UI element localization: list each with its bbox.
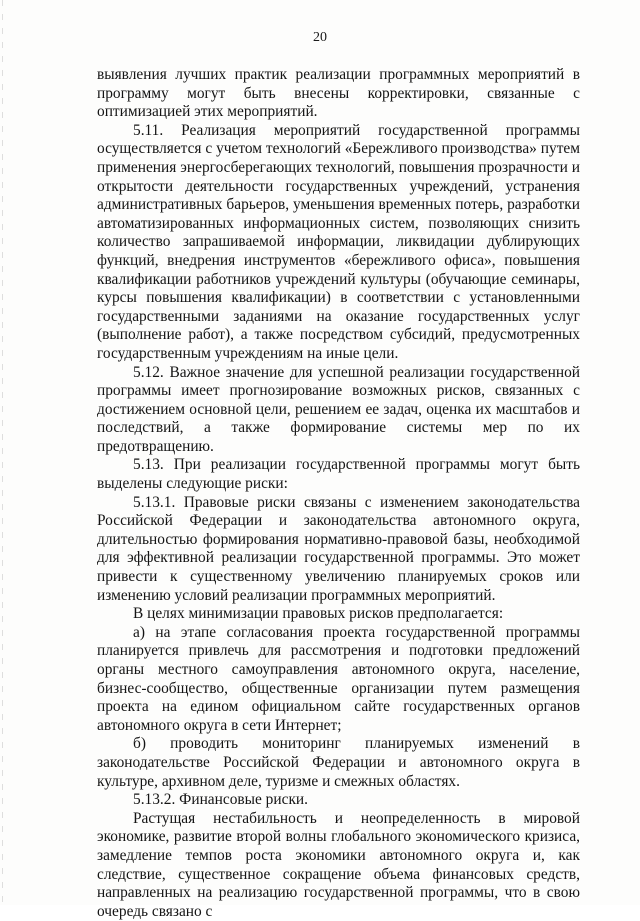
paragraph-5-13-2: 5.13.2. Финансовые риски. (133, 791, 309, 809)
paragraph-minimization: В целях минимизации правовых рисков предполагается: (133, 605, 504, 623)
paragraph-5-13: 5.13. При реализации государственной программы могут быть выделены следующие риски: (97, 456, 580, 493)
paragraph-5-12: 5.12. Важное значение для успешной реализации государственной программы имеет прогнозирование возможных рисков, связанных с достижением основной цели, решением ее задач, оценка их масштабов и последствий, а также формирование системы мер по их предотвращению. (97, 363, 580, 455)
paragraph-5-13-1: 5.13.1. Правовые риски связаны с изменением законодательства Российской Федерации и законодательства автономного округа, длительностью формирования нормативно-правовой базы, необходимой для эффективной реализации государственной программы. Это может привести к существенному увеличению планируемых сроков или изменению условий реализации программных мероприятий. (97, 493, 580, 604)
page-number: 20 (313, 30, 327, 45)
paragraph-5-11: 5.11. Реализация мероприятий государственной программы осуществляется с учетом технологий «Бережливого производства» путем применения энергосберегающих технологий, повышения прозрачности и открытости деятельности государственных учреждений, устранения административных барьеров, уменьшения временных потерь, разработки автоматизированных информационных систем, позволяющих снизить количество запрашиваемой информации, ликвидации дублирующих функций, внедрения инструментов «бережливого офиса», повышения квалификации работников учреждений культуры (обучающие семинары, курсы повышения квалификации) в соответствии с установленными государственными заданиями на оказание государственных услуг (выполнение работ), а также посредством субсидий, предусмотренных государственным учреждениям на иные цели. (97, 121, 580, 362)
paragraph-financial-risks: Растущая нестабильность и неопределенность в мировой экономике, развитие второй волны глобального экономического кризиса, замедление темпов роста экономики автономного округа и, как следствие, существенное сокращение объема финансовых средств, направленных на реализацию государственной программы, что в свою очередь связано с (97, 809, 580, 920)
paragraph-item-b: б) проводить мониторинг планируемых изменений в законодательстве Российской Федерации и автономного округа в культуре, архивном деле, туризме и смежных областях. (97, 735, 580, 790)
document-body (97, 66, 580, 921)
paragraph-continuation: выявления лучших практик реализации программных мероприятий в программу могут быть внесены корректировки, связанные с оптимизацией этих мероприятий. (97, 66, 580, 121)
scan-edge-mark (2, 0, 3, 905)
paragraph-item-a: а) на этапе согласования проекта государственной программы планируется привлечь для рассмотрения и подготовки предложений органы местного самоуправления автономного округа, население, бизнес-сообщество, общественные организации путем размещения проекта на едином официальном сайте государственных органов автономного округа в сети Интернет; (97, 623, 580, 734)
